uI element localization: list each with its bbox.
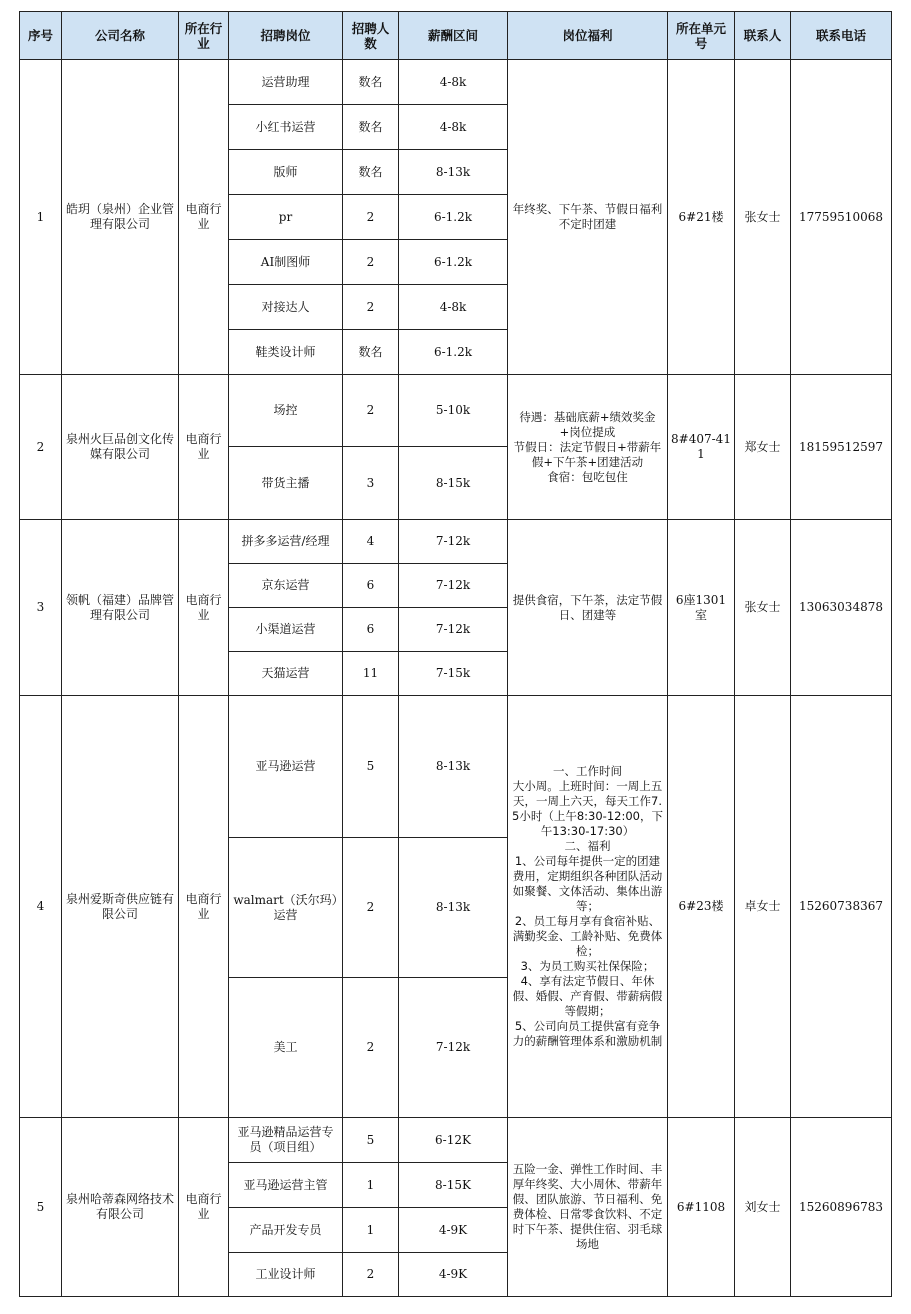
table-row bbox=[20, 375, 892, 447]
salary-cell: 5-10k bbox=[399, 375, 508, 447]
position-cell: walmart（沃尔玛）运营 bbox=[229, 838, 343, 978]
count-cell: 2 bbox=[343, 375, 399, 447]
header-company: 公司名称 bbox=[62, 12, 179, 60]
row-index-cell: 3 bbox=[20, 520, 62, 696]
header-index: 序号 bbox=[20, 12, 62, 60]
count-cell: 6 bbox=[343, 608, 399, 652]
salary-cell: 7-12k bbox=[399, 978, 508, 1118]
position-cell: 产品开发专员 bbox=[229, 1208, 343, 1253]
count-cell: 2 bbox=[343, 838, 399, 978]
count-cell: 4 bbox=[343, 520, 399, 564]
count-cell: 2 bbox=[343, 285, 399, 330]
salary-cell: 7-12k bbox=[399, 520, 508, 564]
phone-cell: 13063034878 bbox=[791, 520, 892, 696]
unit-cell: 6#21楼 bbox=[668, 60, 735, 375]
welfare-cell bbox=[508, 1118, 668, 1297]
company-name-cell: 泉州爱斯奇供应链有限公司 bbox=[62, 696, 179, 1118]
count-cell: 1 bbox=[343, 1163, 399, 1208]
row-index-cell: 2 bbox=[20, 375, 62, 520]
unit-cell: 6座1301室 bbox=[668, 520, 735, 696]
table-row bbox=[20, 1118, 892, 1163]
phone-cell: 17759510068 bbox=[791, 60, 892, 375]
position-cell: 小红书运营 bbox=[229, 105, 343, 150]
count-cell: 3 bbox=[343, 447, 399, 520]
position-cell: 运营助理 bbox=[229, 60, 343, 105]
header-unit: 所在单元号 bbox=[668, 12, 735, 60]
count-cell: 5 bbox=[343, 696, 399, 838]
position-cell: 亚马逊运营主管 bbox=[229, 1163, 343, 1208]
recruitment-table bbox=[19, 11, 892, 1297]
header-position: 招聘岗位 bbox=[229, 12, 343, 60]
position-cell: 亚马逊运营 bbox=[229, 696, 343, 838]
salary-cell: 4-8k bbox=[399, 60, 508, 105]
position-cell: 鞋类设计师 bbox=[229, 330, 343, 375]
salary-cell: 7-12k bbox=[399, 564, 508, 608]
count-cell: 数名 bbox=[343, 150, 399, 195]
table-row bbox=[20, 60, 892, 105]
position-cell: 小渠道运营 bbox=[229, 608, 343, 652]
industry-cell: 电商行业 bbox=[179, 375, 229, 520]
count-cell: 2 bbox=[343, 240, 399, 285]
welfare-cell bbox=[508, 696, 668, 1118]
company-name-cell: 领帆（福建）品牌管理有限公司 bbox=[62, 520, 179, 696]
salary-cell: 8-13k bbox=[399, 838, 508, 978]
contact-cell: 刘女士 bbox=[735, 1118, 791, 1297]
company-name-cell: 皓玥（泉州）企业管理有限公司 bbox=[62, 60, 179, 375]
position-cell: 京东运营 bbox=[229, 564, 343, 608]
contact-cell: 张女士 bbox=[735, 520, 791, 696]
phone-cell: 15260896783 bbox=[791, 1118, 892, 1297]
table-body bbox=[20, 60, 892, 1297]
header-salary: 薪酬区间 bbox=[399, 12, 508, 60]
row-index-cell: 5 bbox=[20, 1118, 62, 1297]
salary-cell: 4-8k bbox=[399, 285, 508, 330]
phone-cell: 18159512597 bbox=[791, 375, 892, 520]
industry-cell: 电商行业 bbox=[179, 60, 229, 375]
welfare-text: 待遇：基础底薪+绩效奖金+岗位提成 节假日：法定节假日+带薪年假+下午茶+团建活动 食宿：包吃包住 bbox=[513, 409, 662, 484]
company-name-cell: 泉州哈蒂森网络技术有限公司 bbox=[62, 1118, 179, 1297]
row-index-cell: 4 bbox=[20, 696, 62, 1118]
count-cell: 2 bbox=[343, 1253, 399, 1297]
position-cell: 亚马逊精品运营专员（项目组） bbox=[229, 1118, 343, 1163]
header-row bbox=[20, 12, 892, 60]
industry-cell: 电商行业 bbox=[179, 1118, 229, 1297]
count-cell: 11 bbox=[343, 652, 399, 696]
row-index-cell: 1 bbox=[20, 60, 62, 375]
salary-cell: 4-9K bbox=[399, 1253, 508, 1297]
count-cell: 数名 bbox=[343, 330, 399, 375]
unit-cell: 8#407-411 bbox=[668, 375, 735, 520]
salary-cell: 4-8k bbox=[399, 105, 508, 150]
salary-cell: 7-15k bbox=[399, 652, 508, 696]
salary-cell: 6-1.2k bbox=[399, 195, 508, 240]
welfare-text: 提供食宿，下午茶，法定节假日、团建等 bbox=[512, 592, 663, 622]
header-industry: 所在行业 bbox=[179, 12, 229, 60]
table-row bbox=[20, 696, 892, 838]
industry-cell: 电商行业 bbox=[179, 696, 229, 1118]
salary-cell: 6-12K bbox=[399, 1118, 508, 1163]
welfare-cell bbox=[508, 375, 668, 520]
position-cell: 拼多多运营/经理 bbox=[229, 520, 343, 564]
salary-cell: 6-1.2k bbox=[399, 330, 508, 375]
count-cell: 数名 bbox=[343, 105, 399, 150]
industry-cell: 电商行业 bbox=[179, 520, 229, 696]
welfare-text: 一、工作时间 大小周。上班时间：一周上五天，一周上六天，每天工作7.5小时（上午8:30-12:00，下午13:30-17:30） 二、福利 1、公司每年提供一定的团建费用，定期组织各种团队活动如聚餐、文体活动、集体出游等； 2、员工每月享有食宿补贴、满勤奖金、工龄补贴、免费体检； 3、为员工购买社保保险； 4、享有法定节假日、年休假、婚假、产育假、带薪病假等假期； 5、公司向员工提供富有竞争力的薪酬管理体系和激励机制 bbox=[512, 764, 663, 1048]
phone-cell: 15260738367 bbox=[791, 696, 892, 1118]
count-cell: 2 bbox=[343, 978, 399, 1118]
contact-cell: 郑女士 bbox=[735, 375, 791, 520]
salary-cell: 8-15k bbox=[399, 447, 508, 520]
header-phone: 联系电话 bbox=[791, 12, 892, 60]
position-cell: 带货主播 bbox=[229, 447, 343, 520]
count-cell: 6 bbox=[343, 564, 399, 608]
position-cell: pr bbox=[229, 195, 343, 240]
salary-cell: 4-9K bbox=[399, 1208, 508, 1253]
header-count: 招聘人数 bbox=[343, 12, 399, 60]
count-cell: 2 bbox=[343, 195, 399, 240]
contact-cell: 卓女士 bbox=[735, 696, 791, 1118]
position-cell: 对接达人 bbox=[229, 285, 343, 330]
count-cell: 5 bbox=[343, 1118, 399, 1163]
contact-cell: 张女士 bbox=[735, 60, 791, 375]
position-cell: 天猫运营 bbox=[229, 652, 343, 696]
welfare-text: 年终奖、下午茶、节假日福利不定时团建 bbox=[512, 202, 663, 231]
welfare-cell bbox=[508, 520, 668, 696]
salary-cell: 6-1.2k bbox=[399, 240, 508, 285]
header-contact: 联系人 bbox=[735, 12, 791, 60]
position-cell: 美工 bbox=[229, 978, 343, 1118]
count-cell: 1 bbox=[343, 1208, 399, 1253]
salary-cell: 8-13k bbox=[399, 150, 508, 195]
count-cell: 数名 bbox=[343, 60, 399, 105]
salary-cell: 8-13k bbox=[399, 696, 508, 838]
unit-cell: 6#23楼 bbox=[668, 696, 735, 1118]
salary-cell: 8-15K bbox=[399, 1163, 508, 1208]
position-cell: 场控 bbox=[229, 375, 343, 447]
unit-cell: 6#1108 bbox=[668, 1118, 735, 1297]
position-cell: 工业设计师 bbox=[229, 1253, 343, 1297]
welfare-text: 五险一金、弹性工作时间、丰厚年终奖、大小周休、带薪年假、团队旅游、节日福利、免费体检、日常零食饮料、不定时下午茶、提供住宿、羽毛球场地 bbox=[512, 1162, 663, 1251]
company-name-cell: 泉州火巨品创文化传媒有限公司 bbox=[62, 375, 179, 520]
position-cell: AI制图师 bbox=[229, 240, 343, 285]
header-welfare: 岗位福利 bbox=[508, 12, 668, 60]
table-row bbox=[20, 520, 892, 564]
salary-cell: 7-12k bbox=[399, 608, 508, 652]
welfare-cell bbox=[508, 60, 668, 375]
position-cell: 版师 bbox=[229, 150, 343, 195]
